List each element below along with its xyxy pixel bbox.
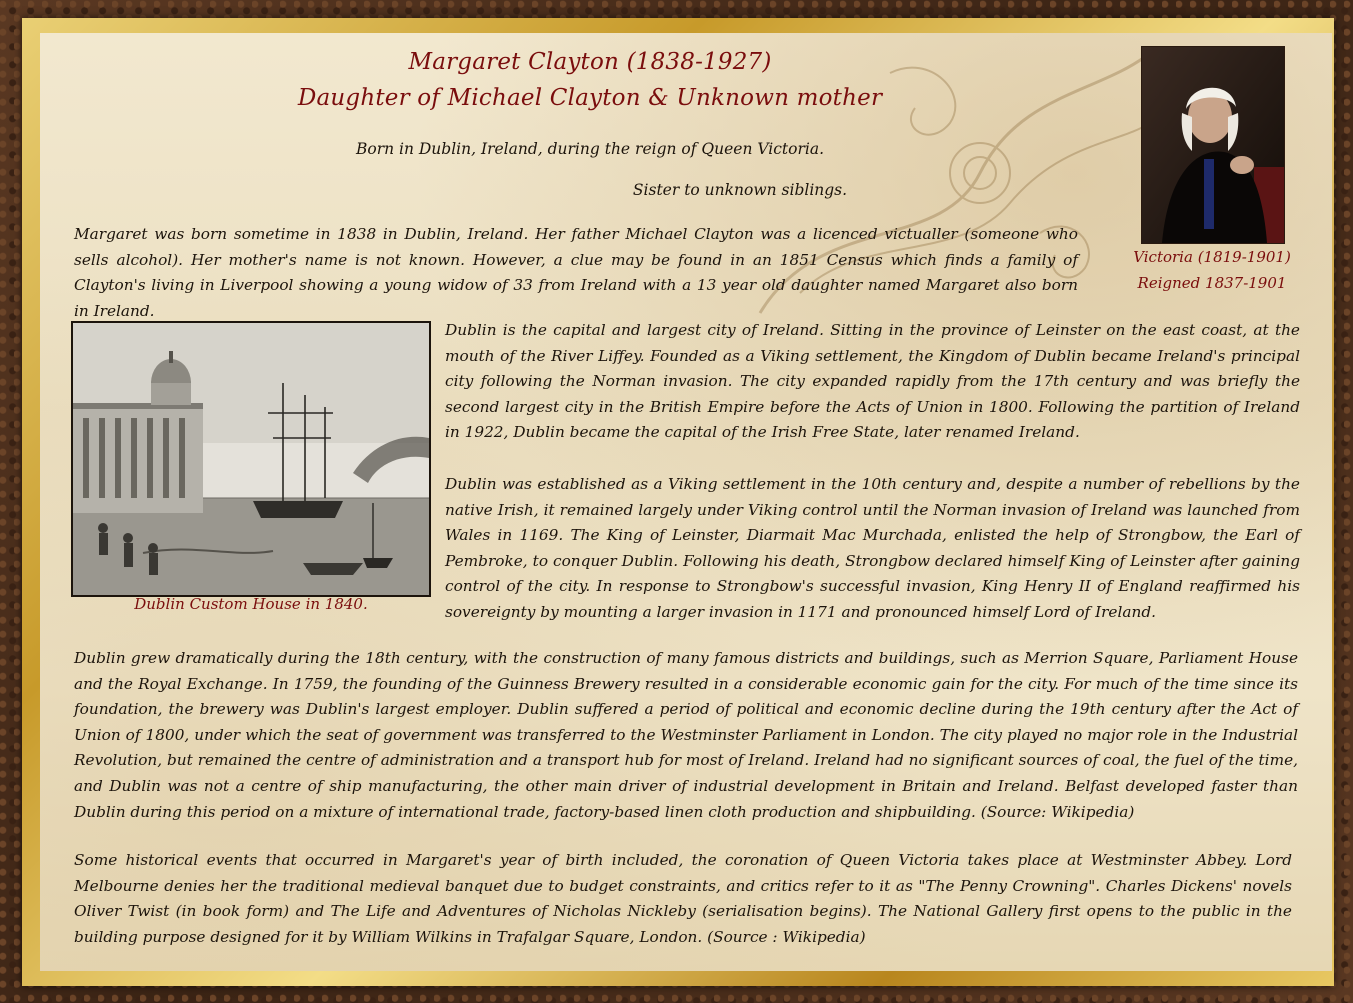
parchment-page (40, 33, 1332, 971)
paragraph-dublin-viking: Dublin was established as a Viking settlement in the 10th century and, despite a number of rebellions by the native Irish, it remained largely under Viking control until the Norman invasion of Ireland was launched from Wales in 1169. The King of Leinster, Diarmait Mac Murchada, enlisted the help of Strongbow, the Earl of Pembroke, to conquer Dublin. Following his death, Strongbow declared himself King of Leinster after gaining control of the city. In response to Strongbow's successful invasion, King Henry II of England reaffirmed his sovereignty by mounting a larger invasion in 1171 and pronounced himself Lord of Ireland. (445, 475, 1300, 621)
page-subtitle: Daughter of Michael Clayton & Unknown mother (297, 85, 883, 111)
portrait-caption-reign: Reigned 1837-1901 (1137, 274, 1287, 292)
page-title: Margaret Clayton (1838-1927) (408, 49, 772, 75)
sibling-statement: Sister to unknown siblings. (632, 181, 848, 199)
queen-victoria-portrait (1141, 46, 1285, 244)
dublin-custom-house-engraving (71, 321, 431, 597)
paragraph-margaret: Margaret was born sometime in 1838 in Dublin, Ireland. Her father Michael Clayton was a licenced victualler (someone who sells alcohol). Her mother's name is not known. However, a clue may be found in an 1851 Census which finds a family of Clayton's living in Liverpool showing a young widow of 33 from Ireland with a 13 year old daughter named Margaret also born in Ireland. (74, 225, 1078, 320)
birth-statement: Born in Dublin, Ireland, during the reign of Queen Victoria. (355, 140, 825, 158)
paragraph-dublin-capital: Dublin is the capital and largest city of Ireland. Sitting in the province of Leinster on the east coast, at the mouth of the River Liffey. Founded as a Viking settlement, the Kingdom of Dublin became Ireland's principal city following the Norman invasion. The city expanded rapidly from the 17th century and was briefly the second largest city in the British Empire before the Acts of Union in 1800. Following the partition of Ireland in 1922, Dublin became the capital of the Irish Free State, later renamed Ireland. (445, 321, 1300, 442)
portrait-caption-name: Victoria (1819-1901) (1133, 248, 1291, 266)
portrait-caption (1122, 244, 1302, 296)
engraving-caption: Dublin Custom House in 1840. (134, 595, 368, 613)
paragraph-historical-events: Some historical events that occurred in Margaret's year of birth included, the coronation of Queen Victoria takes place at Westminster Abbey. Lord Melbourne denies her the traditional medieval banquet due to budget constraints, and critics refer to it as "The Penny Crowning". Charles Dickens' novels Oliver Twist (in book form) and The Life and Adventures of Nicholas Nickleby (serialisation begins). The National Gallery first opens to the public in the building purpose designed for it by William Wilkins in Trafalgar Square, London. (Source : Wikipedia) (74, 851, 1292, 946)
paragraph-dublin-18th-century: Dublin grew dramatically during the 18th century, with the construction of many famous districts and buildings, such as Merrion Square, Parliament House and the Royal Exchange. In 1759, the founding of the Guinness Brewery resulted in a considerable economic gain for the city. For much of the time since its foundation, the brewery was Dublin's largest employer. Dublin suffered a period of political and economic decline during the 19th century after the Act of Union of 1800, under which the seat of government was transferred to the Westminster Parliament in London. The city played no major role in the Industrial Revolution, but remained the centre of administration and a transport hub for most of Ireland. Ireland had no significant sources of coal, the fuel of the time, and Dublin was not a centre of ship manufacturing, the other main driver of industrial development in Britain and Ireland. Belfast developed faster than Dublin during this period on a mixture of international trade, factory-based linen cloth production and shipbuilding. (Source: Wikipedia) (74, 649, 1298, 821)
